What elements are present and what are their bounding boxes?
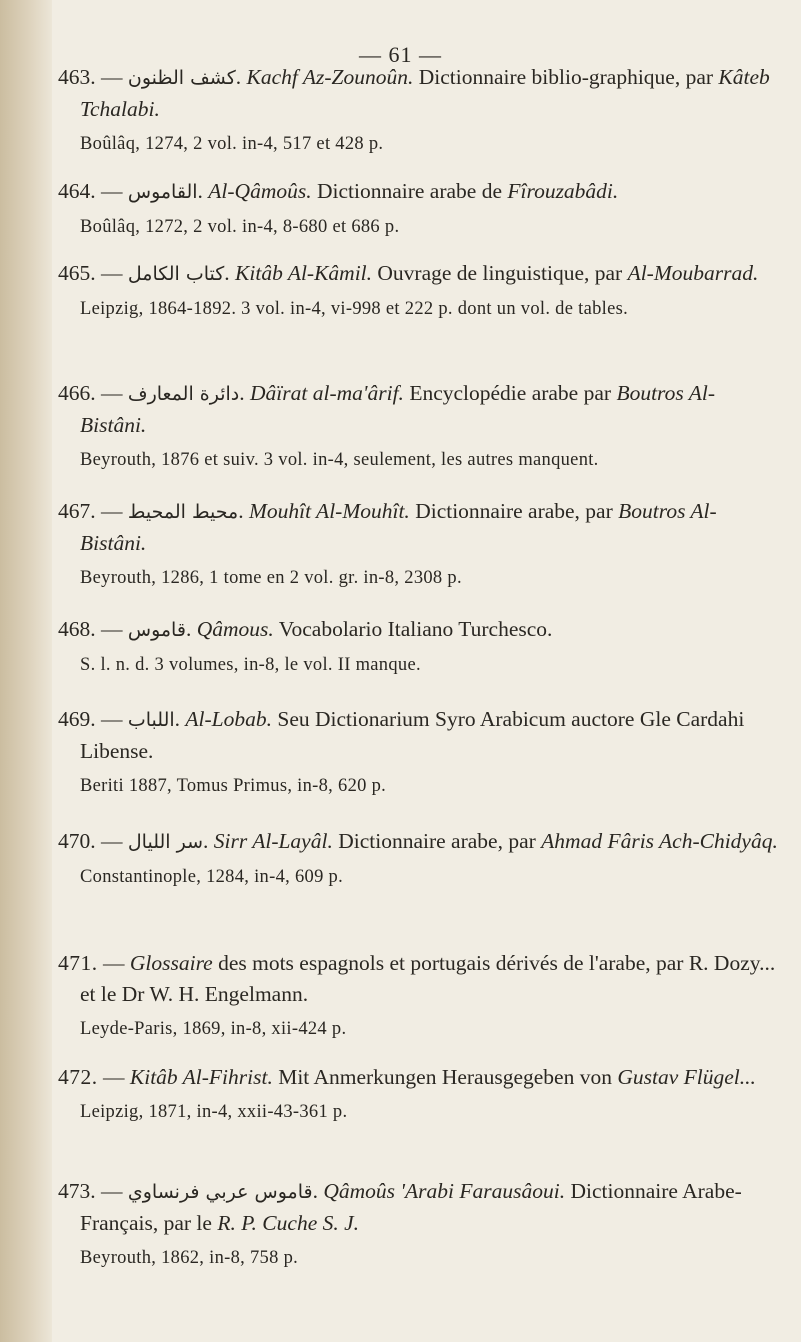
entry-number: 472. (58, 1065, 98, 1089)
entry-dash: — (101, 261, 123, 285)
entry-title: Al-Qâmoûs. (208, 179, 312, 203)
entry-description: Vocabolario Italiano Turchesco. (278, 617, 553, 641)
entry-dash: — (101, 1179, 123, 1203)
arabic-title: القاموس (127, 181, 198, 203)
entry-number: 468. (58, 617, 96, 641)
entry-dash: — (103, 951, 125, 975)
arabic-title: اللباب (127, 709, 175, 731)
entry-title: Glossaire (129, 951, 213, 975)
entry-citation: 468. — قاموس. Qâmous. Vocabolario Italiano Turchesco. (58, 617, 553, 641)
entry-title: Mouhît Al-Mouhît. (248, 499, 410, 523)
arabic-title: كشف الظنون (127, 67, 236, 89)
entry-dash: — (101, 707, 123, 731)
entry-author: Boutros Al-Bistâni. (80, 499, 717, 555)
entry-466 (58, 378, 778, 473)
entry-dash: — (103, 1065, 125, 1089)
entry-number: 473. (58, 1179, 96, 1203)
entry-citation: 463. — كشف الظنون. Kachf Az-Zounoûn. Dictionnaire biblio-graphique, par Kâteb Tchalabi. (58, 65, 770, 121)
entry-title: Sirr Al-Layâl. (213, 829, 333, 853)
entry-description: Ouvrage de linguistique, par (377, 261, 623, 285)
entry-citation: 464. — القاموس. Al-Qâmoûs. Dictionnaire arabe de Fîrouzabâdi. (58, 179, 619, 203)
entry-467 (58, 496, 778, 591)
entry-title: Kitâb Al-Fihrist. (129, 1065, 273, 1089)
entry-citation: 467. — محيط المحيط. Mouhît Al-Mouhît. Dictionnaire arabe, par Boutros Al-Bistâni. (58, 499, 717, 555)
entry-470 (58, 826, 778, 890)
entry-description: Dictionnaire biblio-graphique, par (418, 65, 714, 89)
entry-dash: — (101, 179, 123, 203)
entry-number: 469. (58, 707, 96, 731)
entry-description: des mots espagnols et portugais dérivés de l'arabe, par R. Dozy... et le Dr W. H. Engelmann. (80, 951, 776, 1006)
entry-title: Kachf Az-Zounoûn. (246, 65, 414, 89)
entry-number: 470. (58, 829, 96, 853)
entry-number: 465. (58, 261, 96, 285)
entry-dash: — (101, 499, 123, 523)
entry-description: Mit Anmerkungen Herausgegeben von (278, 1065, 612, 1089)
entry-description: Dictionnaire arabe, par (415, 499, 613, 523)
arabic-title: محيط المحيط (127, 501, 239, 523)
entry-dash: — (101, 617, 123, 641)
entry-author: R. P. Cuche S. J. (217, 1211, 360, 1235)
arabic-title: دائرة المعارف (127, 383, 240, 405)
entry-dash: — (101, 65, 123, 89)
entry-author: Al-Moubarrad. (627, 261, 759, 285)
entry-number: 471. (58, 951, 98, 975)
entry-imprint: Beyrouth, 1876 et suiv. 3 vol. in-4, seulement, les autres manquent. (80, 450, 599, 470)
entry-number: 467. (58, 499, 96, 523)
arabic-title: قاموس عربي فرنساوي (127, 1181, 313, 1203)
entry-title: Dâïrat al-ma'ârif. (250, 381, 404, 405)
entry-description: Encyclopédie arabe par (409, 381, 612, 405)
entry-citation: 469. — اللباب. Al-Lobab. Seu Dictionarium Syro Arabicum auctore Gle Cardahi Libense. (58, 707, 745, 763)
entry-dash: — (101, 381, 123, 405)
entry-imprint: Beyrouth, 1286, 1 tome en 2 vol. gr. in-8, 2308 p. (80, 568, 462, 588)
entry-description: Dictionnaire arabe de (316, 179, 503, 203)
entry-472 (58, 1062, 778, 1125)
entry-title: Qâmous. (196, 617, 274, 641)
entry-number: 463. (58, 65, 96, 89)
entry-465 (58, 258, 778, 322)
entry-author: Gustav Flügel... (617, 1065, 756, 1089)
entry-dash: — (101, 829, 123, 853)
entry-description: Seu Dictionarium Syro Arabicum auctore Gle Cardahi Libense. (80, 707, 745, 763)
entry-citation: 465. — كتاب الكامل. Kitâb Al-Kâmil. Ouvrage de linguistique, par Al-Moubarrad. (58, 261, 759, 285)
entry-473 (58, 1176, 778, 1271)
entry-author: Kâteb Tchalabi. (80, 65, 770, 121)
entry-citation (58, 948, 778, 1010)
entry-citation: 470. — سر الليال. Sirr Al-Layâl. Dictionnaire arabe, par Ahmad Fâris Ach-Chidyâq. (58, 829, 778, 853)
entry-imprint: Boûlâq, 1272, 2 vol. in-4, 8-680 et 686 p. (80, 217, 400, 237)
entry-description: Dictionnaire arabe, par (338, 829, 536, 853)
entry-title: Al-Lobab. (185, 707, 273, 731)
arabic-title: كتاب الكامل (127, 263, 225, 285)
entry-468 (58, 614, 778, 678)
entry-citation (58, 1062, 778, 1093)
entry-number: 464. (58, 179, 96, 203)
entry-imprint: Leipzig, 1864-1892. 3 vol. in-4, vi-998 et 222 p. dont un vol. de tables. (80, 299, 629, 319)
entry-author: Fîrouzabâdi. (507, 179, 619, 203)
arabic-title: قاموس (127, 619, 186, 641)
entry-471 (58, 948, 778, 1042)
entry-469 (58, 704, 778, 799)
entry-463 (58, 62, 778, 157)
entry-imprint: Beriti 1887, Tomus Primus, in-8, 620 p. (80, 776, 387, 796)
entry-imprint: Leyde-Paris, 1869, in-8, xii-424 p. (80, 1019, 347, 1039)
entry-number: 466. (58, 381, 96, 405)
entry-author: Boutros Al-Bistâni. (80, 381, 715, 437)
arabic-title: سر الليال (127, 831, 204, 853)
entry-imprint: Beyrouth, 1862, in-8, 758 p. (80, 1248, 299, 1268)
entry-description: Dictionnaire Arabe-Français, par le (80, 1179, 742, 1235)
entry-citation: 466. — دائرة المعارف. Dâïrat al-ma'ârif. Encyclopédie arabe par Boutros Al-Bistâni. (58, 381, 715, 437)
entry-author: Ahmad Fâris Ach-Chidyâq. (541, 829, 778, 853)
entry-imprint: Constantinople, 1284, in-4, 609 p. (80, 867, 344, 887)
page-edge-shadow (0, 0, 52, 1342)
page-number: — 61 — (359, 42, 442, 67)
entry-title: Kitâb Al-Kâmil. (235, 261, 373, 285)
entry-imprint: S. l. n. d. 3 volumes, in-8, le vol. II manque. (80, 655, 421, 675)
entry-imprint: Leipzig, 1871, in-4, xxii-43-361 p. (80, 1102, 348, 1122)
entry-citation: 473. — قاموس عربي فرنساوي. Qâmoûs 'Arabi Farausâoui. Dictionnaire Arabe-Français, par le R. P. Cuche S. J. (58, 1179, 742, 1235)
entry-464 (58, 176, 778, 240)
entry-title: Qâmoûs 'Arabi Farausâoui. (323, 1179, 566, 1203)
entry-imprint: Boûlâq, 1274, 2 vol. in-4, 517 et 428 p. (80, 134, 384, 154)
